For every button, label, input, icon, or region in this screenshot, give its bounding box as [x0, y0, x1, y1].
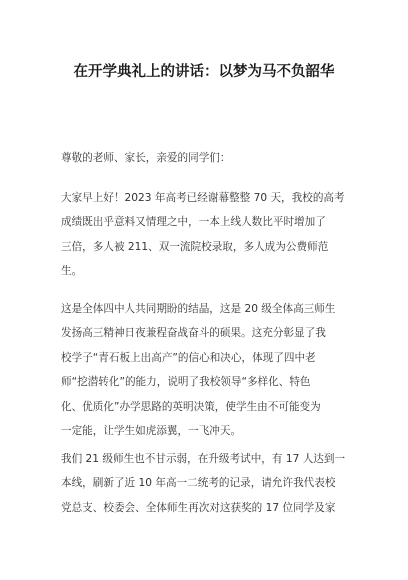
- paragraph-line: 党总支、校委会、全体师生再次对这获奖的 17 位同学及家: [61, 501, 336, 514]
- paragraph-line: 生。: [61, 265, 83, 278]
- salutation: [61, 146, 351, 170]
- paragraph-line: 我们 21 级师生也不甘示弱，在升级考试中，有 17 人达到一: [61, 453, 346, 465]
- paragraph-3: [61, 447, 351, 520]
- paragraph-line: 本线，刷新了近 10 年高一二统考的记录，请允许我代表校: [61, 477, 336, 490]
- paragraph-line: 发扬高三精神日夜兼程奋战奋斗的硕果。这充分彰显了我: [61, 327, 326, 340]
- paragraph-line: 化、优质化”办学思路的英明决策，使学生由不可能变为: [61, 400, 321, 413]
- document-title: 在开学典礼上的讲话：以梦为马不负韶华: [73, 64, 335, 80]
- paragraph-line: 一定能，让学生如虎添翼，一飞冲天。: [61, 425, 242, 438]
- paragraph-line: 大家早上好！2023 年高考已经谢幕整整 70 天，我校的高考: [61, 192, 345, 204]
- paragraph-line: 三倍，多人被 211、双一流院校录取，多人成为公费师范: [61, 240, 329, 253]
- paragraph-2: [61, 297, 351, 443]
- paragraph-1: [61, 186, 351, 284]
- salutation-text: 尊敬的老师、家长，亲爱的同学们：: [61, 152, 231, 164]
- paragraph-line: 这是全体四中人共同期盼的结晶，这是 20 级全体高三师生: [61, 303, 336, 315]
- paragraph-line: 校学子“青石板上出高产”的信心和决心，体现了四中老: [61, 351, 316, 364]
- paragraph-line: 成绩既出乎意料又情理之中，一本上线人数比平时增加了: [61, 216, 326, 229]
- paragraph-line: 师“挖潜转化”的能力，说明了我校领导“多样化、特色: [61, 376, 311, 389]
